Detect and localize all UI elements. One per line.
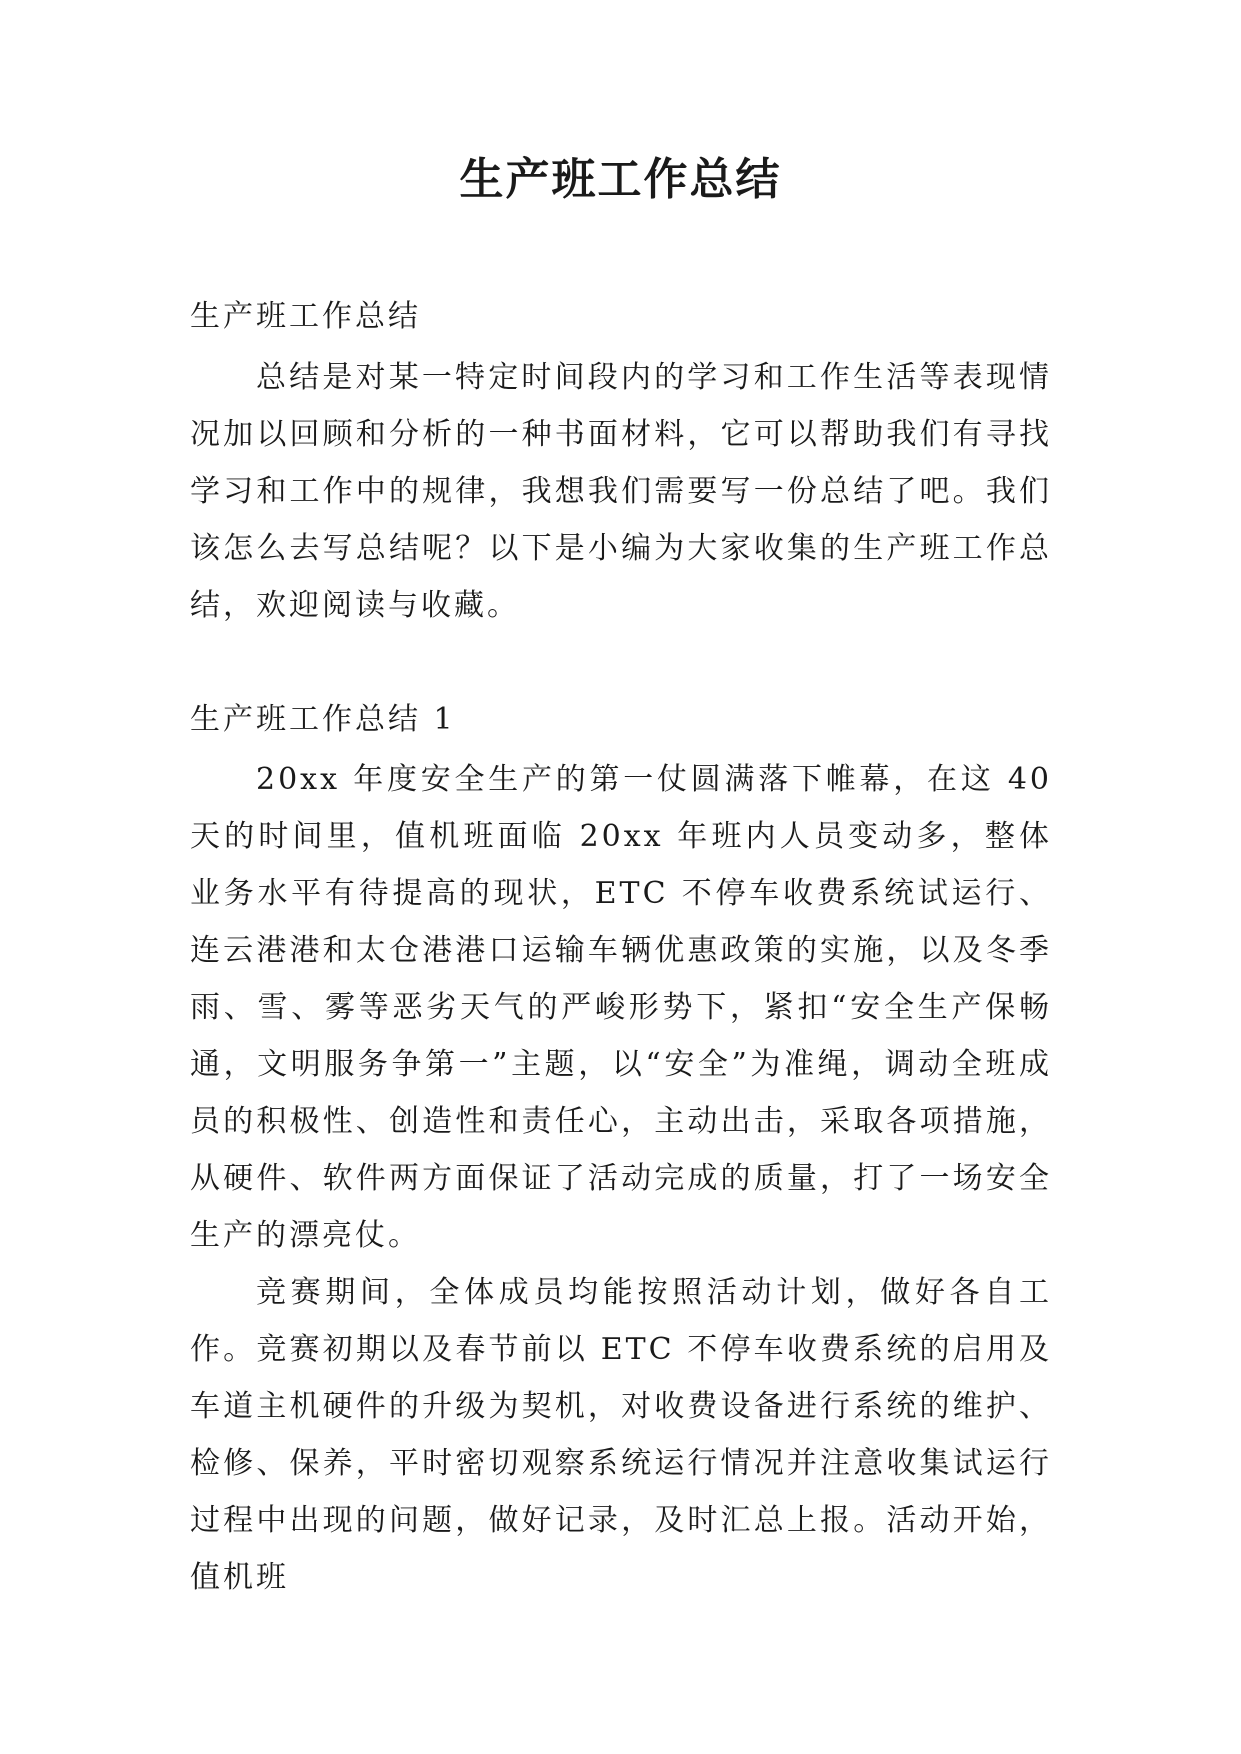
section-heading-main: 生产班工作总结: [190, 299, 421, 334]
intro-paragraph: 总结是对某一特定时间段内的学习和工作生活等表现情况加以回顾和分析的一种书面材料，它可以帮助我们有寻找学习和工作中的规律，我想我们需要写一份总结了吧。我们该怎么去写总结呢？以下是小编为大家收集的生产班工作总结，欢迎阅读与收藏。: [190, 360, 1052, 623]
document-title: 生产班工作总结: [459, 154, 782, 205]
section-heading-1: 生产班工作总结 1: [190, 702, 456, 737]
body-paragraph-2: 竞赛期间，全体成员均能按照活动计划，做好各自工作。竞赛初期以及春节前以 ETC 不停车收费系统的启用及车道主机硬件的升级为契机，对收费设备进行系统的维护、检修、保养，平时密切观察系统运行情况并注意收集试运行过程中出现的问题，做好记录，及时汇总上报。活动开始，值机班: [190, 1275, 1052, 1595]
body-paragraph-1: 20xx 年度安全生产的第一仗圆满落下帷幕，在这 40 天的时间里，值机班面临 20xx 年班内人员变动多，整体业务水平有待提高的现状，ETC 不停车收费系统试运行、连云港港和太仓港港口运输车辆优惠政策的实施，以及冬季雨、雪、雾等恶劣天气的严峻形势下，紧扣“安全生产保畅通，文明服务争第一”主题，以“安全”为准绳，调动全班成员的积极性、创造性和责任心，主动出击，采取各项措施，从硬件、软件两方面保证了活动完成的质量，打了一场安全生产的漂亮仗。: [190, 762, 1052, 1253]
